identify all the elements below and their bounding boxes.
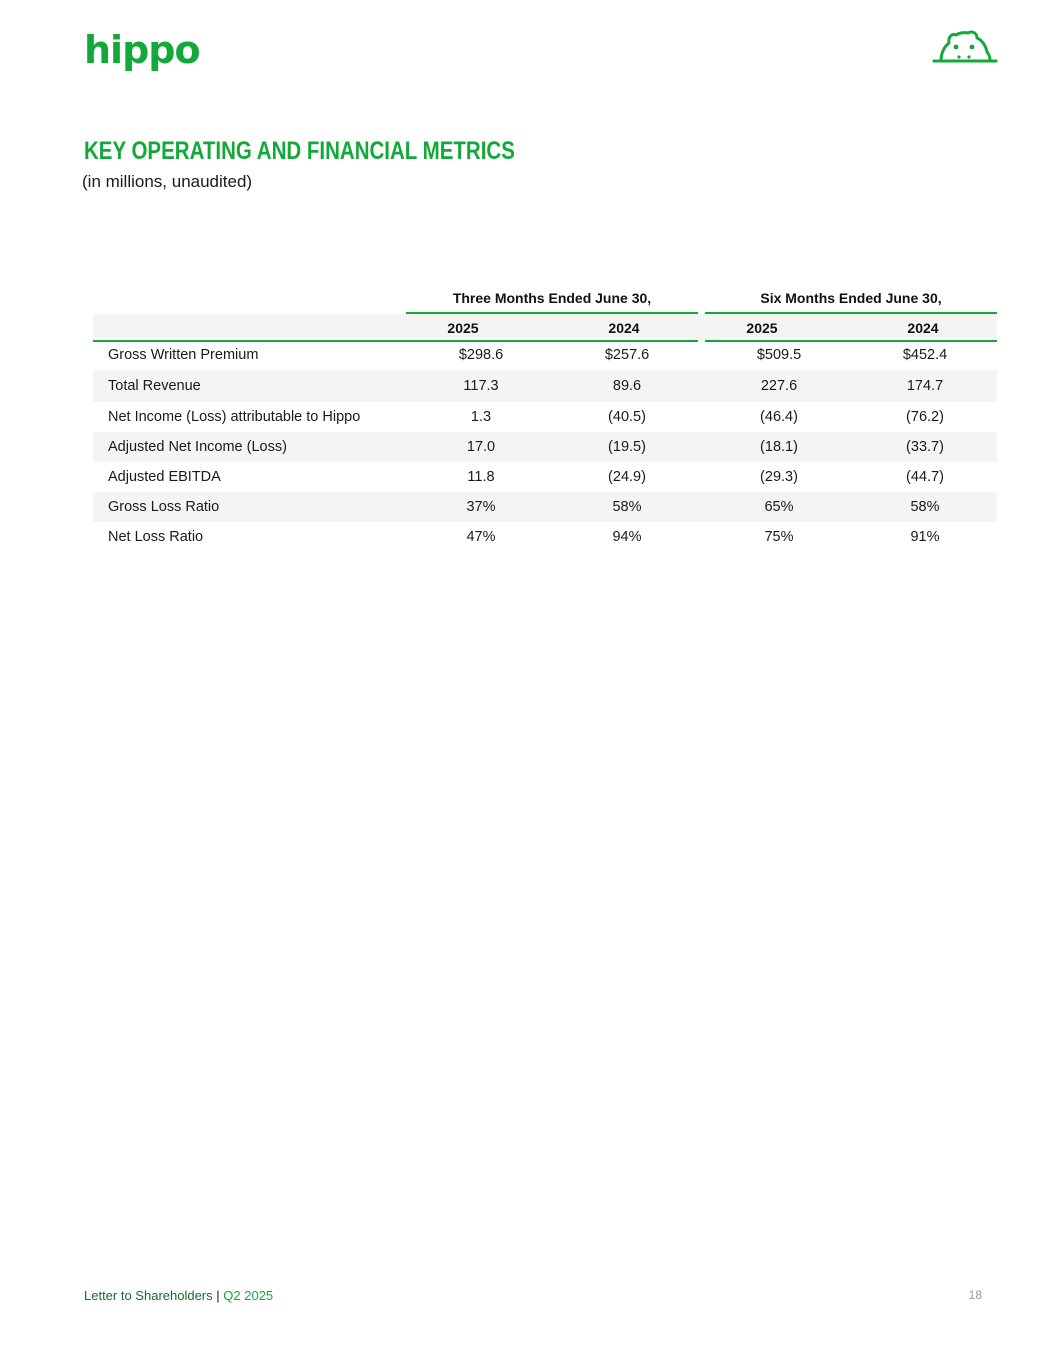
cell: 58%	[612, 499, 642, 515]
cell: 37%	[466, 499, 496, 515]
cell: (18.1)	[760, 439, 798, 455]
cell: (24.9)	[608, 469, 646, 485]
table-row	[93, 522, 997, 552]
cell: 94%	[612, 529, 642, 545]
row-label: Gross Loss Ratio	[108, 499, 220, 515]
footer-separator: |	[216, 1288, 220, 1303]
cell: (44.7)	[906, 469, 944, 485]
table-year-header	[93, 314, 997, 341]
table-row	[93, 462, 997, 492]
table-row	[93, 341, 997, 370]
year-header: 2025	[447, 320, 479, 336]
page-title: KEY OPERATING AND FINANCIAL METRICS	[84, 137, 515, 165]
cell: $452.4	[902, 347, 948, 363]
cell: (76.2)	[906, 409, 944, 425]
footer-letter-label: Letter to Shareholders	[84, 1288, 213, 1303]
year-header: 2024	[608, 320, 640, 336]
group-three-months: Three Months Ended June 30,	[406, 285, 698, 314]
table-row	[93, 432, 997, 462]
page-number: 18	[968, 1288, 982, 1302]
cell: 89.6	[612, 378, 642, 394]
cell: 11.8	[467, 469, 495, 485]
cell: (40.5)	[608, 409, 646, 425]
table-group-header	[93, 285, 997, 314]
metrics-table	[93, 285, 997, 552]
row-label: Total Revenue	[108, 378, 201, 394]
cell: 91%	[910, 529, 940, 545]
cell: $509.5	[756, 347, 802, 363]
cell: 117.3	[463, 378, 499, 394]
cell: $257.6	[604, 347, 650, 363]
page-subtitle: (in millions, unaudited)	[82, 172, 253, 191]
row-label: Net Loss Ratio	[108, 529, 204, 545]
cell: 174.7	[906, 378, 944, 394]
year-header: 2024	[907, 320, 939, 336]
year-header: 2025	[746, 320, 778, 336]
cell: 47%	[466, 529, 496, 545]
table-row	[93, 370, 997, 402]
row-label: Adjusted EBITDA	[108, 469, 221, 485]
cell: 17.0	[466, 439, 496, 455]
cell: 58%	[910, 499, 940, 515]
table-row	[93, 402, 997, 432]
row-label: Adjusted Net Income (Loss)	[108, 439, 287, 455]
cell: (19.5)	[608, 439, 646, 455]
hippo-logo: hippo	[84, 28, 200, 72]
footer-quarter: Q2 2025	[223, 1288, 274, 1303]
row-label: Net Income (Loss) attributable to Hippo	[108, 409, 361, 425]
cell: 65%	[764, 499, 794, 515]
row-label: Gross Written Premium	[108, 347, 259, 363]
cell: (33.7)	[906, 439, 944, 455]
hippo-head-icon	[932, 30, 998, 64]
footer-publication	[84, 1288, 273, 1303]
group-six-months: Six Months Ended June 30,	[705, 285, 997, 314]
cell: (29.3)	[760, 469, 798, 485]
cell: 227.6	[760, 378, 798, 394]
cell: 75%	[764, 529, 794, 545]
cell: 1.3	[470, 409, 492, 425]
cell: $298.6	[458, 347, 504, 363]
cell: (46.4)	[760, 409, 798, 425]
table-row	[93, 492, 997, 522]
